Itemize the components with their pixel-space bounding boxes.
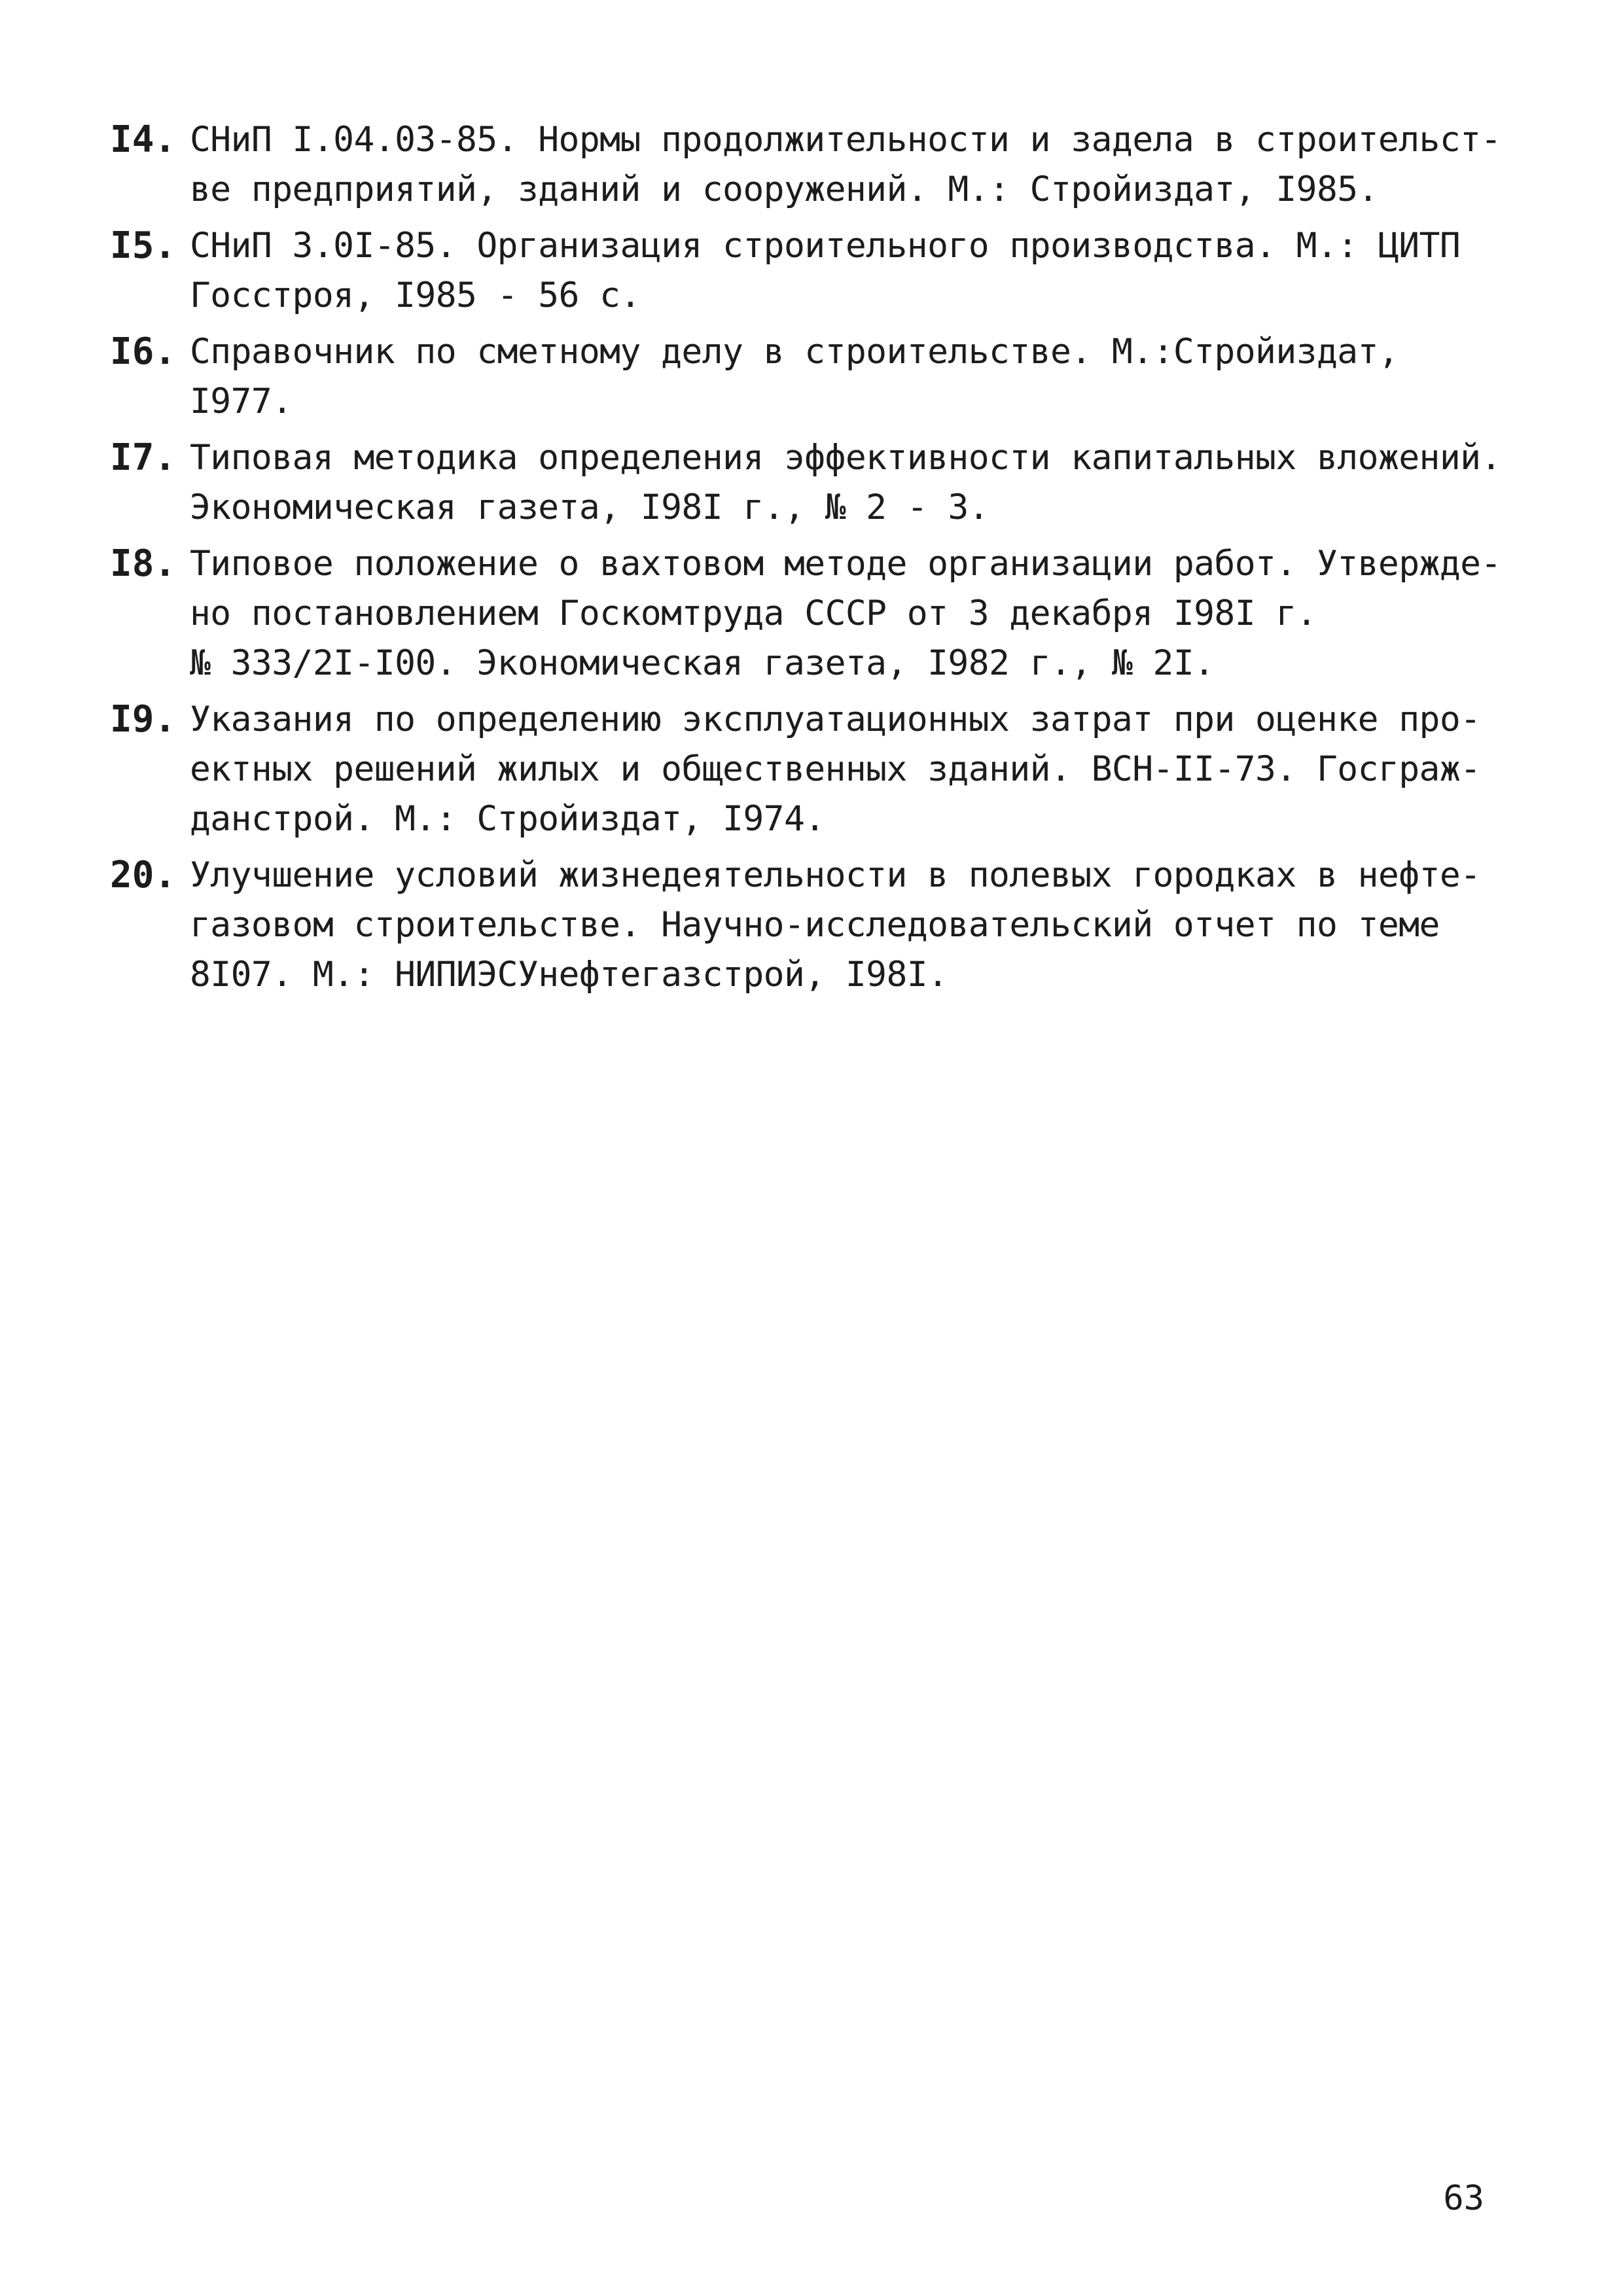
reference-line: 8I07. М.: НИПИЭСУнефтегазстрой, I98I. bbox=[190, 955, 948, 995]
reference-text bbox=[190, 327, 1510, 427]
reference-line: ектных решений жилых и общественных зданий. ВСН-II-73. Госграж- bbox=[190, 749, 1481, 789]
reference-text bbox=[190, 539, 1510, 688]
reference-line: № 333/2I-I00. Экономическая газета, I982 г., № 2I. bbox=[190, 643, 1215, 683]
reference-number: I8. bbox=[110, 542, 177, 585]
reference-number: I5. bbox=[110, 224, 177, 267]
reference-text bbox=[190, 115, 1510, 215]
reference-line: но постановлением Госкомтруда СССР от 3 декабря I98I г. bbox=[190, 593, 1317, 633]
reference-line: Указания по определению эксплуатационных затрат при оценке про- bbox=[190, 699, 1481, 739]
reference-item bbox=[110, 221, 1510, 321]
reference-line: СНиП I.04.03-85. Нормы продолжительности и задела в строительст- bbox=[190, 120, 1501, 160]
reference-item bbox=[110, 327, 1510, 427]
reference-number: 20. bbox=[110, 854, 177, 896]
reference-line: СНиП 3.0I-85. Организация строительного производства. М.: ЦИТП bbox=[190, 226, 1461, 266]
reference-number: I4. bbox=[110, 118, 177, 161]
reference-line: Типовое положение о вахтовом методе организации работ. Утвержде- bbox=[190, 544, 1501, 584]
reference-item bbox=[110, 851, 1510, 1000]
reference-item bbox=[110, 115, 1510, 215]
reference-item bbox=[110, 695, 1510, 844]
page-number: 63 bbox=[1443, 2179, 1484, 2218]
reference-line: I977. bbox=[190, 381, 293, 421]
reference-number: I7. bbox=[110, 436, 177, 479]
reference-number: I6. bbox=[110, 330, 177, 373]
reference-line: газовом строительстве. Научно-исследовательский отчет по теме bbox=[190, 905, 1440, 945]
reference-item bbox=[110, 433, 1510, 533]
reference-line: Типовая методика определения эффективности капитальных вложений. bbox=[190, 438, 1501, 478]
reference-line: ве предприятий, зданий и сооружений. М.: Стройиздат, I985. bbox=[190, 169, 1378, 209]
reference-text bbox=[190, 433, 1510, 533]
reference-text bbox=[190, 221, 1510, 321]
reference-line: Справочник по сметному делу в строительстве. М.:Стройиздат, bbox=[190, 332, 1399, 372]
reference-text bbox=[190, 851, 1510, 1000]
reference-text bbox=[190, 695, 1510, 844]
reference-item bbox=[110, 539, 1510, 688]
reference-line: данстрой. М.: Стройиздат, I974. bbox=[190, 799, 825, 839]
reference-line: Экономическая газета, I98I г., № 2 - 3. bbox=[190, 487, 990, 527]
reference-number: I9. bbox=[110, 698, 177, 741]
reference-line: Улучшение условий жизнедеятельности в полевых городках в нефте- bbox=[190, 855, 1481, 895]
reference-list bbox=[110, 115, 1510, 1006]
reference-line: Госстроя, I985 - 56 с. bbox=[190, 275, 641, 315]
